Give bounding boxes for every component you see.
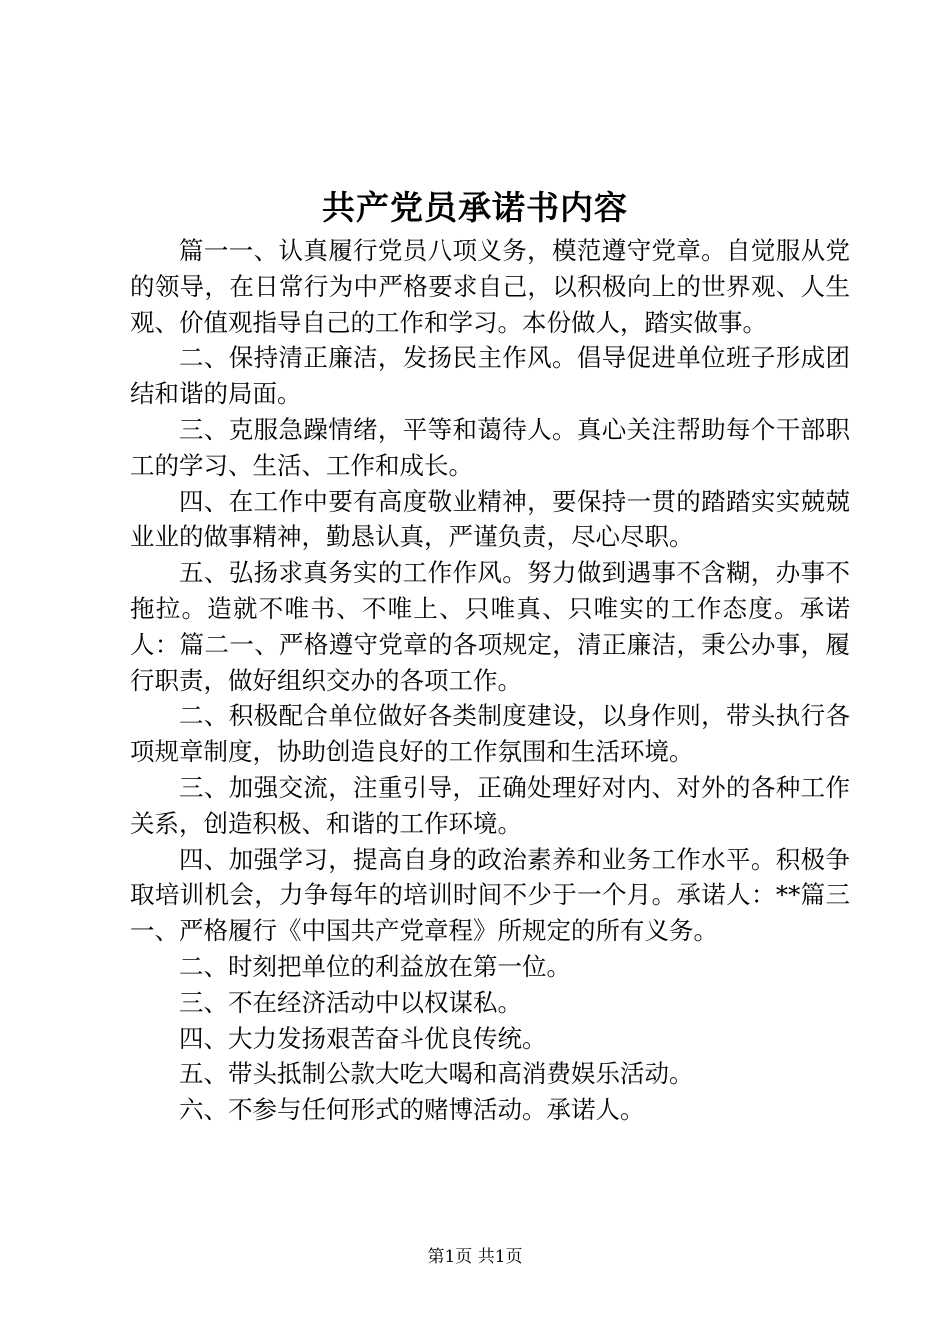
- document-body: [130, 234, 850, 1129]
- document-title: 共产党员承诺书内容: [322, 188, 628, 227]
- paragraph-text: 承诺人。: [546, 1095, 645, 1125]
- paragraph-6: [130, 699, 850, 771]
- paragraph-12: [130, 1057, 850, 1093]
- paragraph-8: [130, 843, 850, 950]
- paragraph-lead: 五、带头抵制公款大吃大喝和高消费娱乐活动。: [179, 1059, 694, 1089]
- paragraph-lead: 六、不参与任何形式的赌博活动。: [179, 1095, 547, 1125]
- paragraph-2: [130, 341, 850, 413]
- paragraph-lead: 五、弘扬求真务实的工作作风。: [179, 558, 528, 588]
- paragraph-text: 篇一一、认真履行党员八项义务，模范遵守党章。自觉服从党的领导，在日常行为中严格要求自己，以积极向上的世界观、人生观、价值观指导自己的工作和学习。本份做人，踏实做事。: [130, 236, 850, 337]
- paragraph-lead: 四、加强学习，提高自身的政治素养和业务工作水平。: [179, 844, 776, 874]
- paragraph-lead: 四、大力发扬艰苦奋斗优良传统。: [179, 1023, 547, 1053]
- paragraph-1: [130, 234, 850, 341]
- paragraph-text: 真心关注帮助每个干部职工的学习、生活、工作和成长。: [130, 414, 851, 480]
- paragraph-lead: 三、不在经济活动中以权谋私。: [179, 987, 522, 1017]
- paragraph-lead: 二、积极配合单位做好各类制度建设，以身作则，带头执行各项规章制度，协助创造良好的工作氛围和生活环境。: [130, 701, 850, 767]
- paragraph-7: [130, 771, 850, 843]
- paragraph-lead: 三、克服急躁情绪，平等和蔼待人。: [179, 414, 577, 444]
- paragraph-lead: 三、加强交流，注重引导，正确处理好对内、对外的各种工作关系，创造积极、和谐的工作环境。: [130, 772, 850, 838]
- paragraph-lead: 二、保持清正廉洁，发扬民主作风。: [179, 343, 577, 373]
- paragraph-text: 倡导促进单位班子形成团结和谐的局面。: [130, 343, 851, 409]
- page-footer: 第1页 共1页: [427, 1247, 523, 1267]
- paragraph-13: [130, 1093, 850, 1129]
- paragraph-4: [130, 485, 850, 557]
- paragraph-text: 积极争取培训机会，力争每年的培训时间不少于一个月。承诺人：**篇三一、严格履行《中国共产党章程》所规定的所有义务。: [130, 844, 851, 946]
- paragraph-11: [130, 1022, 850, 1058]
- paragraph-5: [130, 556, 850, 699]
- paragraph-3: [130, 413, 850, 485]
- paragraph-10: [130, 986, 850, 1022]
- paragraph-lead: 四、在工作中要有高度敬业精神，要保持一贯的踏踏实实兢兢业业的做事精神，勤恳认真，严谨负责，尽心尽职。: [130, 486, 850, 552]
- paragraph-9: [130, 950, 850, 986]
- paragraph-lead: 二、时刻把单位的利益放在第一位。: [179, 951, 571, 981]
- paragraph-text: 努力做到遇事不含糊，办事不拖拉。造就不唯书、不唯上、只唯真、只唯实的工作态度。承诺人：篇二一、严格遵守党章的各项规定，清正廉洁，秉公办事，履行职责，做好组织交办的各项工作。: [130, 558, 851, 695]
